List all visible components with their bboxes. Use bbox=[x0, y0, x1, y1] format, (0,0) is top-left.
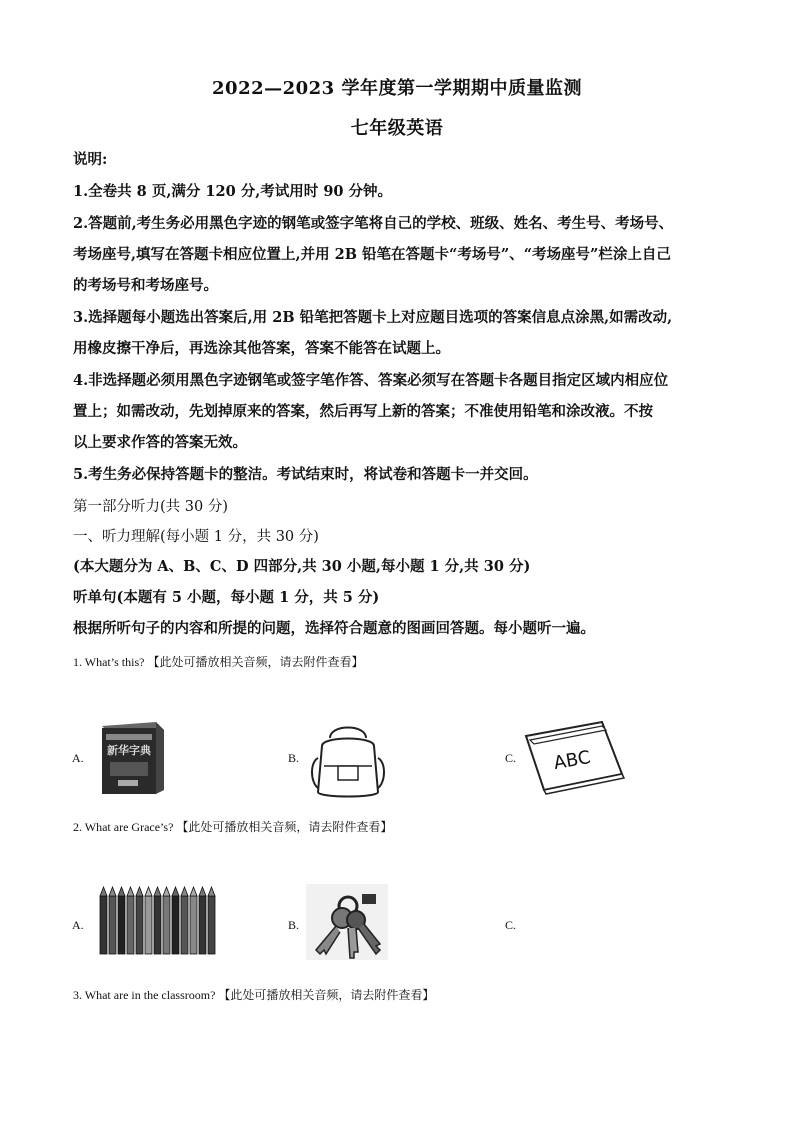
instruction-line: 2.答题前,考生务必用黑色字迹的钢笔或签字笔将自己的学校、班级、姓名、考生号、考场号、 bbox=[73, 215, 674, 232]
instruction-line: 3.选择题每小题选出答案后,用 2B 铅笔把答题卡上对应题目选项的答案信息点涂黑,如需改动, bbox=[73, 309, 673, 326]
question-1-text: 1. What’s this? 【此处可播放相关音频，请去附件查看】 bbox=[73, 655, 364, 669]
q1-option-a-label: A. bbox=[72, 751, 84, 765]
instruction-line: 1.全卷共 8 页,满分 120 分,考试用时 90 分钟。 bbox=[73, 183, 393, 200]
q2-option-c-label: C. bbox=[505, 918, 517, 932]
section-direction: 根据所听句子的内容和所提的问题，选择符合题意的图画回答题。每小题听一遍。 bbox=[73, 620, 595, 637]
dictionary-image bbox=[96, 718, 168, 800]
q2-option-a-label: A. bbox=[72, 918, 84, 932]
question-2-text: 2. What are Grace’s? 【此处可播放相关音频，请去附件查看】 bbox=[73, 820, 393, 834]
q1-option-b-label: B. bbox=[288, 751, 300, 765]
section-part: 第一部分听力(共 30 分) bbox=[73, 499, 228, 515]
instruction-line: 4.非选择题必须用黑色字迹钢笔或签字笔作答、答案必须写在答题卡各题目指定区域内相应位 bbox=[73, 372, 669, 389]
section-desc: (本大题分为 A、B、C、D 四部分,共 30 小题,每小题 1 分,共 30 分) bbox=[73, 558, 531, 575]
question-3-text: 3. What are in the classroom? 【此处可播放相关音频，请去附件查看】 bbox=[73, 988, 435, 1002]
q1-option-c-label: C. bbox=[505, 751, 517, 765]
section-sub: 一、听力理解(每小题 1 分，共 30 分) bbox=[73, 529, 319, 545]
instruction-line: 的考场号和考场座号。 bbox=[73, 277, 218, 294]
backpack-image bbox=[308, 718, 388, 802]
instruction-line: 置上；如需改动，先划掉原来的答案，然后再写上新的答案；不准使用铅笔和涂改液。不按 bbox=[73, 403, 653, 420]
instructions-heading: 说明: bbox=[73, 151, 108, 168]
colored-pencils-image bbox=[96, 886, 220, 958]
exam-subtitle: 七年级英语 bbox=[350, 118, 444, 139]
instruction-line: 以上要求作答的答案无效。 bbox=[73, 434, 247, 451]
exam-title: 2022—2023 学年度第一学期期中质量监测 bbox=[212, 78, 582, 99]
instruction-line: 5.考生务必保持答题卡的整洁。考试结束时，将试卷和答题卡一并交回。 bbox=[73, 466, 538, 483]
dictionary-cover-title: 新华字典 bbox=[107, 744, 151, 757]
section-single: 听单句(本题有 5 小题，每小题 1 分，共 5 分) bbox=[73, 589, 380, 606]
instruction-line: 考场座号,填写在答题卡相应位置上,并用 2B 铅笔在答题卡“考场号”、“考场座号”栏涂上自己 bbox=[73, 246, 671, 263]
abc-book-image bbox=[522, 716, 630, 796]
book-abc-text: ABC bbox=[552, 746, 593, 775]
instruction-line: 用橡皮擦干净后，再选涂其他答案，答案不能答在试题上。 bbox=[73, 340, 450, 357]
q2-option-b-label: B. bbox=[288, 918, 300, 932]
keys-image bbox=[306, 884, 388, 960]
